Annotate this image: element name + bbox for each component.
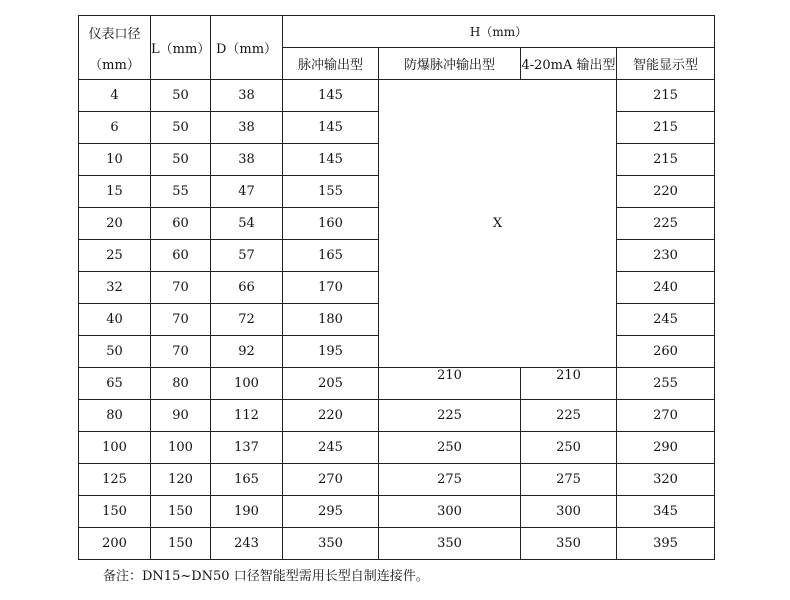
cell-dn: 125 [79,464,151,496]
dimension-table [78,15,715,560]
cell-dn: 80 [79,400,151,432]
cell-4-20ma: 350 [521,528,617,560]
cell-L: 50 [151,80,211,112]
cell-L: 70 [151,272,211,304]
cell-pulse: 270 [283,464,379,496]
cell-dn: 6 [79,112,151,144]
subheader-explosion-proof: 防爆脉冲输出型 [379,48,521,80]
cell-pulse: 205 [283,368,379,400]
cell-smart: 240 [617,272,715,304]
header-dn-line2: （mm） [89,57,140,73]
cell-explosion-proof: 225 [379,400,521,432]
header-D: D（mm） [211,16,283,80]
header-dn-line1: 仪表口径 [88,26,141,42]
cell-D: 92 [211,336,283,368]
cell-smart: 230 [617,240,715,272]
cell-dn: 40 [79,304,151,336]
cell-D: 57 [211,240,283,272]
cell-smart: 245 [617,304,715,336]
cell-L: 150 [151,496,211,528]
cell-pulse: 145 [283,112,379,144]
cell-4-20ma: 300 [521,496,617,528]
cell-D: 165 [211,464,283,496]
cell-smart: 220 [617,176,715,208]
cell-D: 72 [211,304,283,336]
cell-L: 100 [151,432,211,464]
cell-pulse: 155 [283,176,379,208]
table-body [79,16,715,560]
cell-D: 66 [211,272,283,304]
cell-D: 54 [211,208,283,240]
cell-smart: 260 [617,336,715,368]
cell-pulse: 295 [283,496,379,528]
cell-L: 50 [151,112,211,144]
cell-smart: 255 [617,368,715,400]
header-row [79,16,715,48]
cell-D: 38 [211,80,283,112]
cell-smart: 225 [617,208,715,240]
cell-dn: 10 [79,144,151,176]
cell-pulse: 350 [283,528,379,560]
cell-smart: 215 [617,80,715,112]
cell-L: 80 [151,368,211,400]
cell-L: 120 [151,464,211,496]
table-row [79,464,715,496]
cell-explosion-proof: 275 [379,464,521,496]
cell-smart: 320 [617,464,715,496]
cell-4-20ma: 275 [521,464,617,496]
cell-smart: 395 [617,528,715,560]
cell-dn: 50 [79,336,151,368]
cell-smart: 345 [617,496,715,528]
header-L: L（mm） [151,16,211,80]
cell-L: 70 [151,336,211,368]
cell-pulse: 195 [283,336,379,368]
cell-pulse: 245 [283,432,379,464]
cell-D: 190 [211,496,283,528]
cell-smart: 270 [617,400,715,432]
cell-L: 70 [151,304,211,336]
header-H: H（mm） [283,16,715,48]
cell-pulse: 180 [283,304,379,336]
cell-4-20ma: 225 [521,400,617,432]
cell-L: 150 [151,528,211,560]
merged-na-cell: X [379,80,617,368]
cell-dn: 25 [79,240,151,272]
cell-dn: 200 [79,528,151,560]
cell-D: 112 [211,400,283,432]
cell-D: 137 [211,432,283,464]
cell-4-20ma: 250 [521,432,617,464]
cell-dn: 150 [79,496,151,528]
cell-pulse: 170 [283,272,379,304]
cell-pulse: 220 [283,400,379,432]
cell-D: 38 [211,144,283,176]
cell-L: 60 [151,208,211,240]
cell-D: 100 [211,368,283,400]
table-row [79,528,715,560]
table-row [79,496,715,528]
cell-smart: 215 [617,112,715,144]
subheader-pulse: 脉冲输出型 [283,48,379,80]
cell-smart: 290 [617,432,715,464]
cell-L: 90 [151,400,211,432]
cell-pulse: 165 [283,240,379,272]
cell-dn: 15 [79,176,151,208]
cell-explosion-proof: 350 [379,528,521,560]
table-row [79,368,715,400]
cell-L: 55 [151,176,211,208]
cell-D: 47 [211,176,283,208]
cell-4-20ma: 210 [521,368,617,400]
cell-D: 243 [211,528,283,560]
cell-explosion-proof: 300 [379,496,521,528]
cell-dn: 100 [79,432,151,464]
table-row [79,400,715,432]
cell-smart: 215 [617,144,715,176]
cell-D: 38 [211,112,283,144]
cell-pulse: 145 [283,80,379,112]
subheader-smart: 智能显示型 [617,48,715,80]
cell-dn: 20 [79,208,151,240]
subheader-4-20ma: 4-20mA 输出型 [521,48,617,80]
cell-pulse: 145 [283,144,379,176]
header-dn [79,16,151,80]
cell-pulse: 160 [283,208,379,240]
footnote: 备注：DN15~DN50 口径智能型需用长型自制连接件。 [103,569,429,584]
cell-explosion-proof: 210 [379,368,521,400]
cell-explosion-proof: 250 [379,432,521,464]
cell-L: 60 [151,240,211,272]
table-row [79,80,715,112]
table-row [79,432,715,464]
cell-dn: 4 [79,80,151,112]
cell-dn: 32 [79,272,151,304]
cell-L: 50 [151,144,211,176]
cell-dn: 65 [79,368,151,400]
